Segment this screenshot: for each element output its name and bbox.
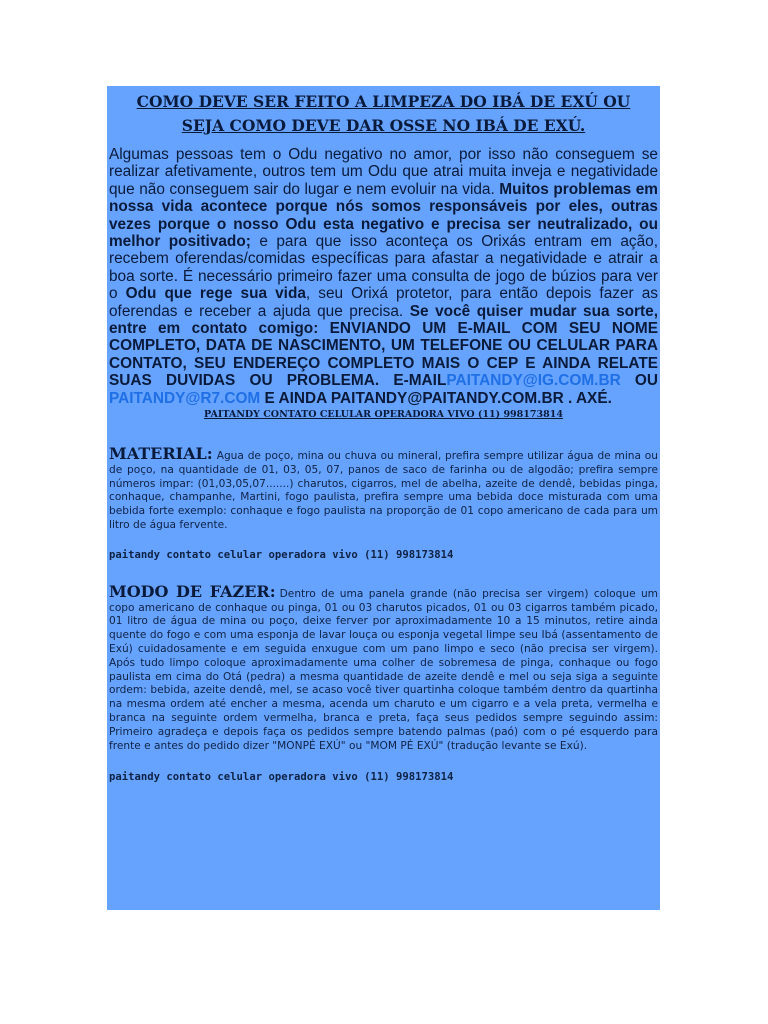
contact-heading: PAITANDY CONTATO CELULAR OPERADORA VIVO (11) 998173814 [204,409,563,421]
intro-bold-3: Se você quiser mudar sua sorte, entre em contato comigo: ENVIANDO UM E-MAIL COM SEU NOME COMPLETO, DATA DE NASCIMENTO, UM TELEFONE OU CELULAR PARA CONTATO, SEU ENDEREÇO COMPLETO MAIS O CEP E AINDA RELATE SUAS DUVIDAS OU PROBLEMA. E-MAIL [109,302,658,390]
intro-text-2: e para que isso aconteça os Orixás entram em ação, recebem oferendas/comidas específicas para afastar a negatividade e atrair a boa sorte. É necessário primeiro fazer uma consulta de jogo de búzios para ver o [109,233,658,303]
intro-paragraph [109,146,658,407]
modo-section [109,581,659,754]
intro-bold-5: E AINDA PAITANDY@PAITANDY.COM.BR . AXÉ. [260,389,612,407]
material-title: MATERIAL: [109,444,213,464]
modo-title: MODO DE FAZER: [109,581,276,601]
contact-line-1: paitandy contato celular operadora vivo (11) 998173814 [109,548,454,561]
material-section [109,444,658,533]
intro-bold-4: OU [620,372,658,390]
intro-text-1: Algumas pessoas tem o Odu negativo no amor, por isso não conseguem se realizar afetivamente, outros tem um Odu que atrai muita inveja e negatividade que não conseguem sair do lugar e nem evoluir na vida. [109,146,658,198]
intro-bold-1: Muitos problemas em nossa vida acontece porque nós somos responsáveis por eles, outras vezes porque o nosso Odu esta negativo e precisa ser neutralizado, ou melhor positivado; [109,180,658,251]
intro-text-3: , seu Orixá protetor, para então depois fazer as oferendas e receber a ajuda que precisa. [109,285,658,320]
intro-bold-2: Odu que rege sua vida [125,285,306,303]
document-panel [107,86,660,910]
material-text: Agua de poço, mina ou chuva ou mineral, prefira sempre utilizar água de mina ou de poço, na quantidade de 01, 03, 05, 07, panos de saco de farinha ou de algodão; prefira sempre números impar: (01,03,05,07.......) charutos, cigarros, mel de abelha, azeite de dendê, bebidas pinga, conhaque, champanhe, Martini, fogo paulista, prefira sempre uma bebida doce misturada com uma bebida forte exemplo: conhaque e fogo paulista na proporção de 01 copo americano de cada para um litro de água fervente. [109,450,658,532]
title-line-2: SEJA COMO DEVE DAR OSSE NO IBÁ DE EXÚ. [181,116,586,135]
title-line-1: COMO DEVE SER FEITO A LIMPEZA DO IBÁ DE EXÚ OU [136,92,631,111]
contact-line-2: paitandy contato celular operadora vivo (11) 998173814 [109,771,454,784]
email-link-ig[interactable]: PAITANDY@IG.COM.BR [446,372,621,390]
page-title [109,90,658,138]
email-link-r7[interactable]: PAITANDY@R7.COM [109,389,261,407]
modo-text: Dentro de uma panela grande (não precisa ser virgem) coloque um copo americano de conhaque ou pinga, 01 ou 03 charutos picados, 01 ou 03 cigarros também picado, 01 litro de água de mina ou poço, deixe ferver por aproximadamente 10 a 15 minutos, retire ainda quente do fogo e com uma esponja de lavar louça ou esponja vegetal limpe seu Ibá (assentamento de Exú) cuidadosamente e em seguida enxugue com um pano limpo e seco (não precisa ser virgem). Após tudo limpo coloque aproximadamente uma colher de sobremesa de pinga, conhaque ou fogo paulista em cima do Otá (pedra) a mesma quantidade de azeite dendê e mel ou seja siga a seguinte ordem: bebida, azeite dendê, mel, se acaso você tiver quartinha coloque também dentro da quartinha na mesma ordem até encher a mesma, acenda um charuto e um cigarro e a vela preta, vermelha e branca na seguinte ordem vermelha, branca e preta, faça seus pedidos sempre seguindo assim: Primeiro agradeça e depois faça os pedidos sempre batendo palmas (paó) com o pé esquerdo para frente e antes do pedido dizer "MONPÉ EXÚ" ou "MOM PÉ EXÚ" (tradução levante se Exú). [109,587,659,752]
